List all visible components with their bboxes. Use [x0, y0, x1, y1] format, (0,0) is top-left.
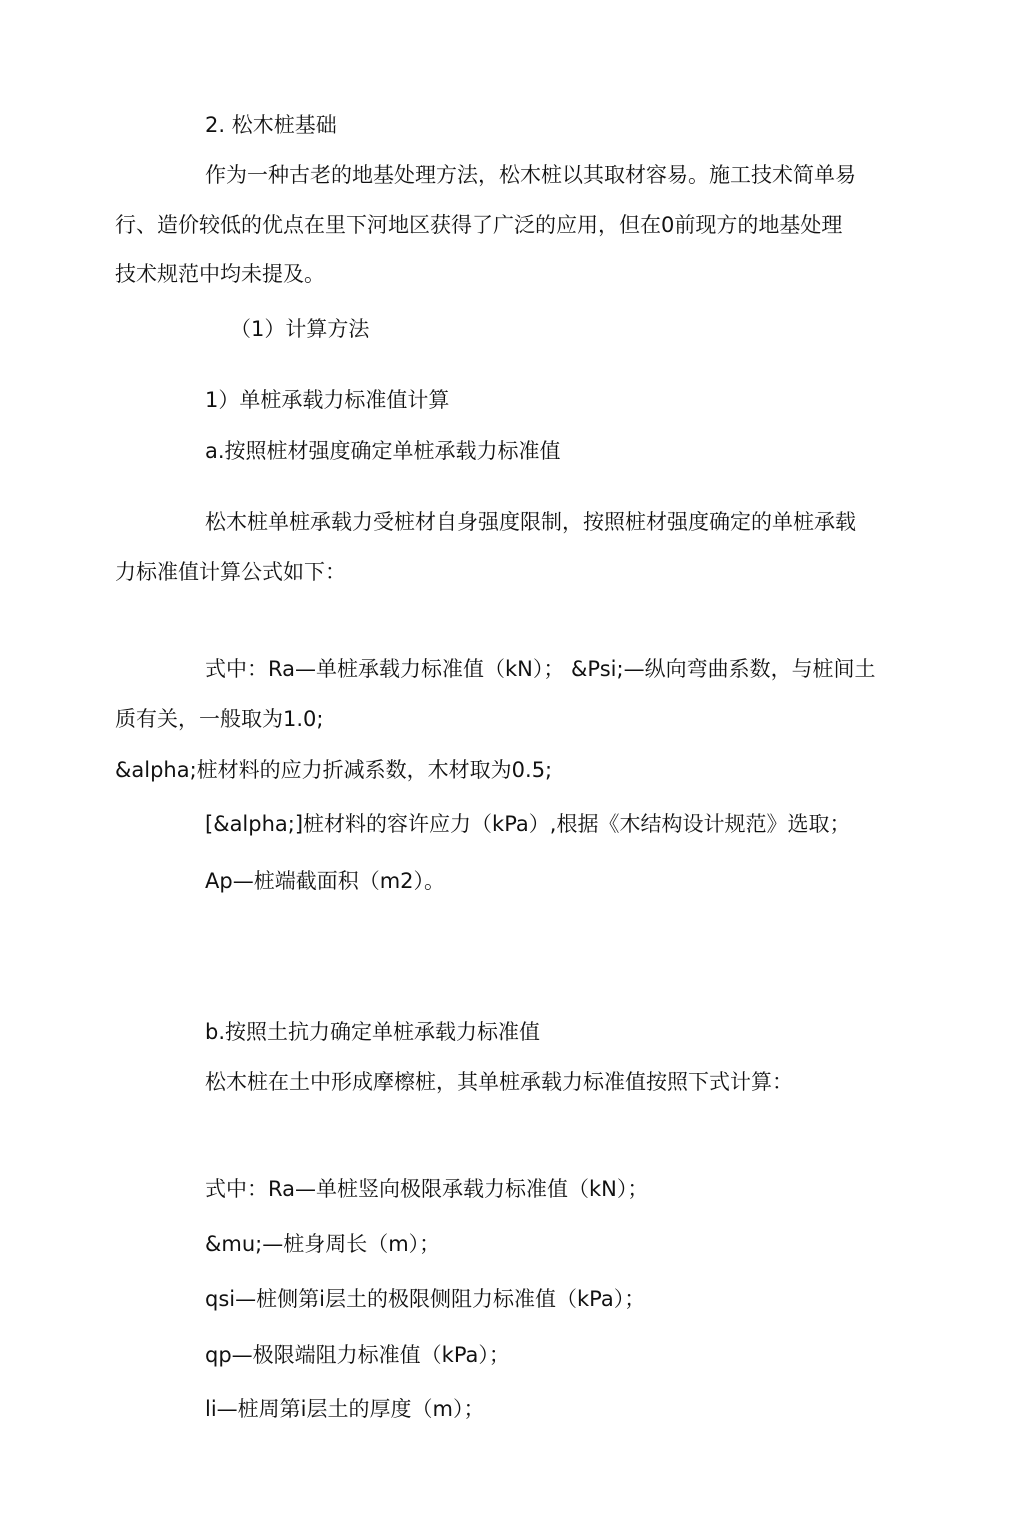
part-b-where-line-4: qp—极限端阻力标准值（kPa）；	[205, 1343, 510, 1367]
intro-line-3: 技术规范中均未提及。	[115, 262, 325, 286]
section-heading: 2. 松木桩基础	[205, 113, 337, 137]
part-a-where-line-4: [&alpha;]桩材料的容许应力（kPa）,根据《木结构设计规范》选取；	[205, 812, 851, 836]
part-b-where-line-5: li—桩周第i层土的厚度（m）；	[205, 1397, 485, 1421]
part-b-where-line-3: qsi—桩侧第i层土的极限侧阻力标准值（kPa）；	[205, 1287, 646, 1311]
part-a-where-line-3: &alpha;桩材料的应力折减系数，木材取为0.5;	[115, 758, 553, 782]
part-a-where-line-1: 式中：Ra—单桩承载力标准值（kN）； &Psi;—纵向弯曲系数，与桩间土	[205, 657, 876, 681]
part-a-body-line-2: 力标准值计算公式如下：	[115, 560, 346, 584]
intro-line-2: 行、造价较低的优点在里下河地区获得了广泛的应用，但在0前现方的地基处理	[115, 213, 843, 237]
part-a-where-line-2: 质有关，一般取为1.0;	[115, 707, 324, 731]
subheading-calc: 1）单桩承载力标准值计算	[205, 388, 450, 412]
part-b-body: 松木桩在土中形成摩檫桩，其单桩承载力标准值按照下式计算：	[205, 1070, 793, 1094]
part-b-title: b.按照土抗力确定单桩承载力标准值	[205, 1020, 541, 1044]
intro-line-1: 作为一种古老的地基处理方法，松木桩以其取材容易。施工技术简单易	[205, 163, 856, 187]
part-a-body-line-1: 松木桩单桩承载力受桩材自身强度限制，按照桩材强度确定的单桩承载	[205, 510, 856, 534]
part-a-where-line-5: Ap—桩端截面积（m2）。	[205, 869, 446, 893]
part-b-where-line-2: &mu;—桩身周长（m）；	[205, 1232, 441, 1256]
subheading-method: （1）计算方法	[230, 317, 370, 341]
part-a-title: a.按照桩材强度确定单桩承载力标准值	[205, 439, 561, 463]
part-b-where-line-1: 式中：Ra—单桩竖向极限承载力标准值（kN）；	[205, 1177, 649, 1201]
